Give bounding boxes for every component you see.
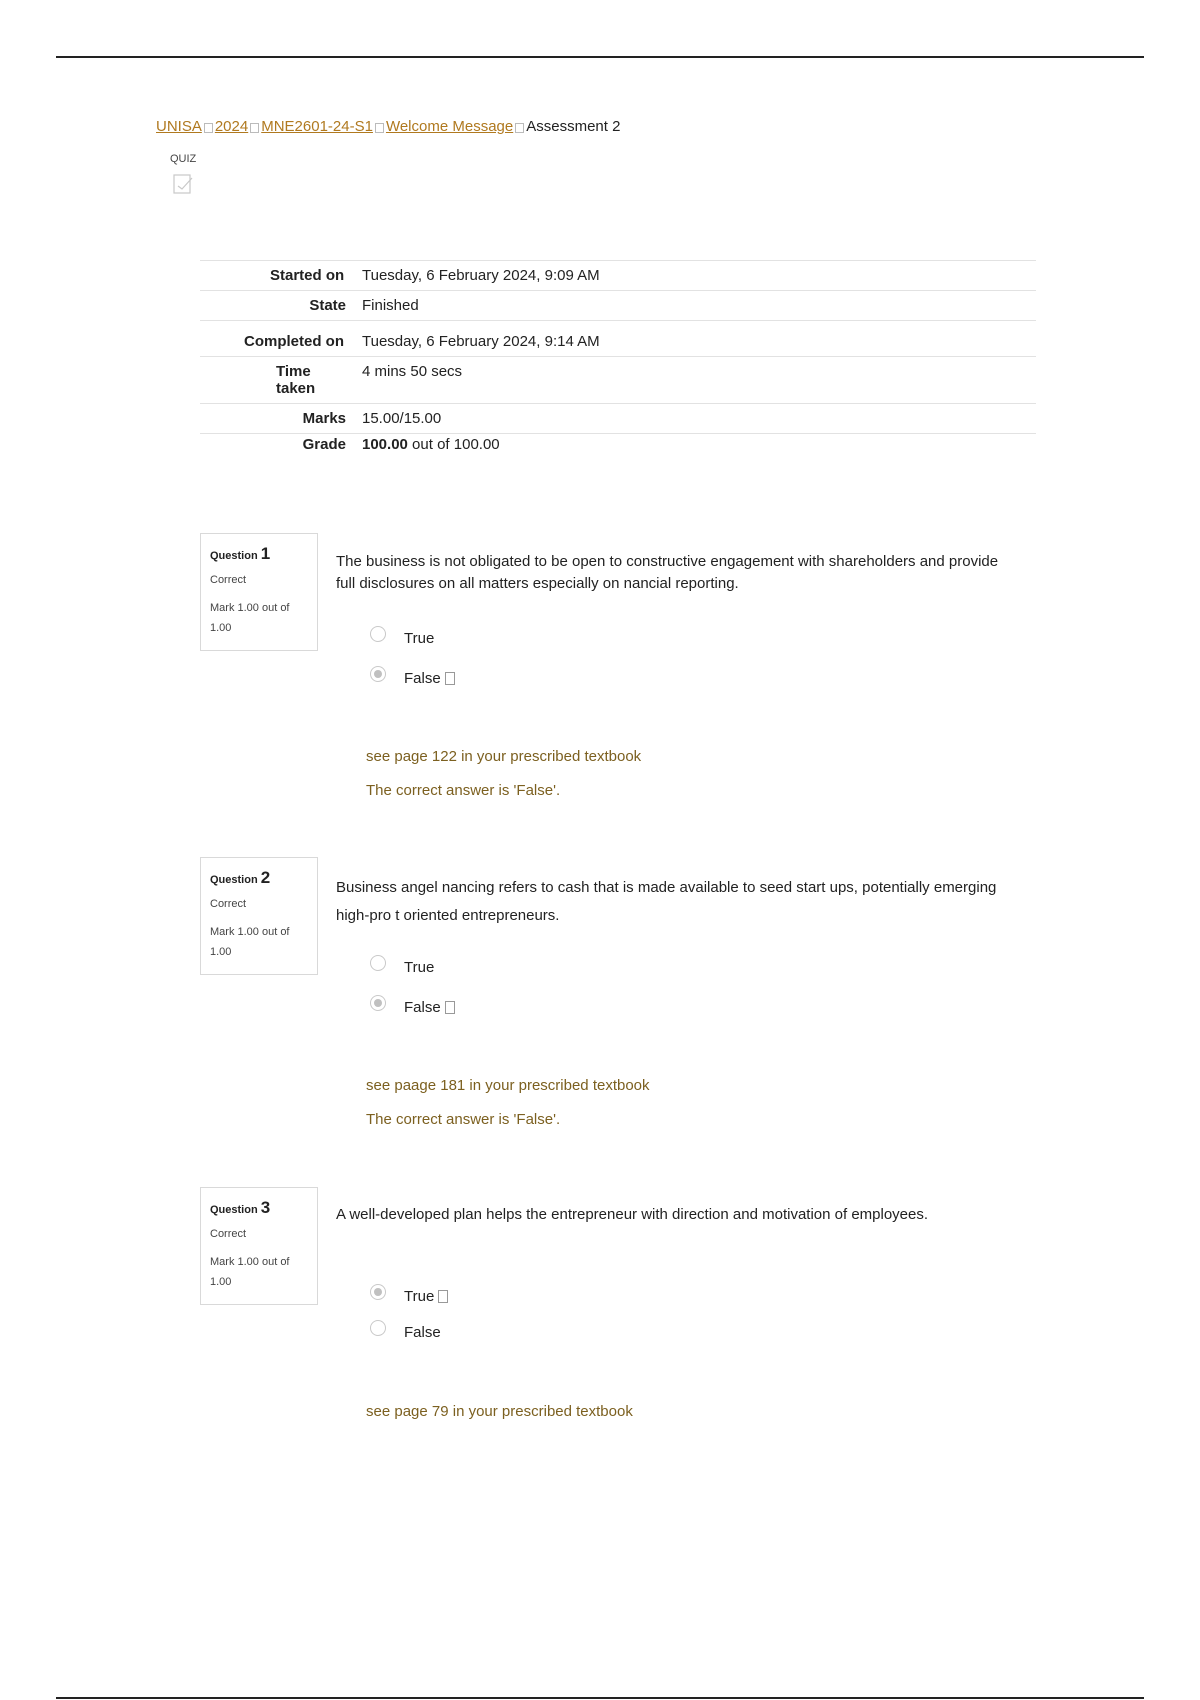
breadcrumb-current: Assessment 2: [526, 118, 621, 135]
attempt-summary: [200, 260, 1036, 459]
question-number: [210, 1198, 308, 1218]
question-number-value: 2: [260, 868, 271, 887]
question-label: Question: [210, 874, 258, 886]
question-mark: Mark 1.00 out of 1.00: [210, 602, 290, 634]
breadcrumb: [156, 118, 620, 135]
question-number-value: 3: [260, 1198, 271, 1217]
breadcrumb-separator-icon: [515, 123, 524, 133]
started-value: Tuesday, 6 February 2024, 9:09 AM: [362, 267, 600, 284]
option-label: True: [404, 959, 435, 976]
summary-row-marks: [200, 403, 1036, 433]
top-rule: [56, 56, 1144, 58]
option-label: True: [404, 1288, 435, 1305]
breadcrumb-2024[interactable]: 2024: [214, 118, 249, 135]
completed-value: Tuesday, 6 February 2024, 9:14 AM: [362, 333, 600, 350]
radio-button[interactable]: [370, 955, 386, 971]
question-1-option-false[interactable]: [370, 670, 455, 687]
option-label: True: [404, 630, 435, 647]
marks-value: 15.00/15.00: [362, 410, 442, 427]
state-value: Finished: [362, 297, 419, 314]
grade-value-bold: 100.00: [362, 436, 408, 453]
marks-label: Marks: [302, 410, 346, 427]
state-label: State: [309, 297, 346, 314]
question-2-correct-answer: The correct answer is 'False'.: [366, 1111, 561, 1128]
grade-label: Grade: [302, 436, 346, 453]
breadcrumb-course[interactable]: MNE2601-24-S1: [261, 118, 373, 135]
started-label: Started on: [270, 267, 345, 284]
question-2-option-true[interactable]: [370, 959, 434, 976]
question-3-text: A well-developed plan helps the entrepreneur with direction and motivation of employees.: [336, 1206, 929, 1223]
question-2-option-false[interactable]: [370, 999, 455, 1016]
question-label: Question: [210, 550, 258, 562]
question-1-feedback: see page 122 in your prescribed textbook: [366, 748, 642, 765]
time-label: Time taken: [276, 363, 316, 397]
option-label: False: [404, 999, 441, 1016]
radio-button-selected[interactable]: [370, 666, 386, 682]
summary-row-grade: [200, 433, 1036, 459]
question-1-option-true[interactable]: [370, 630, 434, 647]
question-state: Correct: [210, 1228, 247, 1240]
question-1-correct-answer: The correct answer is 'False'.: [366, 782, 561, 799]
time-value: 4 mins 50 secs: [362, 363, 463, 380]
question-mark: Mark 1.00 out of 1.00: [210, 1256, 290, 1288]
bottom-rule: [56, 1697, 1144, 1699]
breadcrumb-separator-icon: [204, 123, 213, 133]
question-2-text: Business angel nancing refers to cash that is made available to seed start ups, potentially emerging high-pro t oriented entrepreneurs.: [336, 879, 997, 924]
summary-row-state: [200, 290, 1036, 320]
grade-value-rest: out of 100.00: [407, 436, 500, 453]
question-2-feedback: see paage 181 in your prescribed textbook: [366, 1077, 650, 1094]
quiz-icon: [173, 174, 195, 194]
question-3-feedback: see page 79 in your prescribed textbook: [366, 1403, 633, 1420]
question-2-info: [200, 857, 318, 975]
question-state: Correct: [210, 574, 247, 586]
question-3-option-true[interactable]: [370, 1288, 448, 1305]
breadcrumb-separator-icon: [375, 123, 384, 133]
completed-label: Completed on: [244, 333, 344, 350]
breadcrumb-unisa[interactable]: UNISA: [156, 118, 202, 135]
question-number-value: 1: [260, 544, 271, 563]
option-label: False: [404, 670, 441, 687]
correct-check-icon: [438, 1290, 448, 1303]
question-3-info: [200, 1187, 318, 1305]
summary-row-completed: [200, 320, 1036, 356]
breadcrumb-welcome-message[interactable]: Welcome Message: [385, 118, 514, 135]
radio-button[interactable]: [370, 1320, 386, 1336]
question-state: Correct: [210, 898, 247, 910]
grade-value: [362, 434, 500, 459]
question-1-text: The business is not obligated to be open to constructive engagement with shareholders and provide full disclosures on all matters especially on nancial reporting.: [336, 553, 999, 592]
option-label: False: [404, 1324, 441, 1341]
breadcrumb-separator-icon: [250, 123, 259, 133]
question-label: Question: [210, 1204, 258, 1216]
radio-button-selected[interactable]: [370, 995, 386, 1011]
question-number: [210, 544, 308, 564]
summary-row-started: [200, 260, 1036, 290]
question-number: [210, 868, 308, 888]
question-3-option-false[interactable]: [370, 1324, 441, 1341]
question-1-info: [200, 533, 318, 651]
radio-button-selected[interactable]: [370, 1284, 386, 1300]
summary-row-time: [200, 356, 1036, 403]
question-mark: Mark 1.00 out of 1.00: [210, 926, 290, 958]
radio-button[interactable]: [370, 626, 386, 642]
correct-check-icon: [445, 1001, 455, 1014]
quiz-label: QUIZ: [170, 153, 197, 165]
correct-check-icon: [445, 672, 455, 685]
